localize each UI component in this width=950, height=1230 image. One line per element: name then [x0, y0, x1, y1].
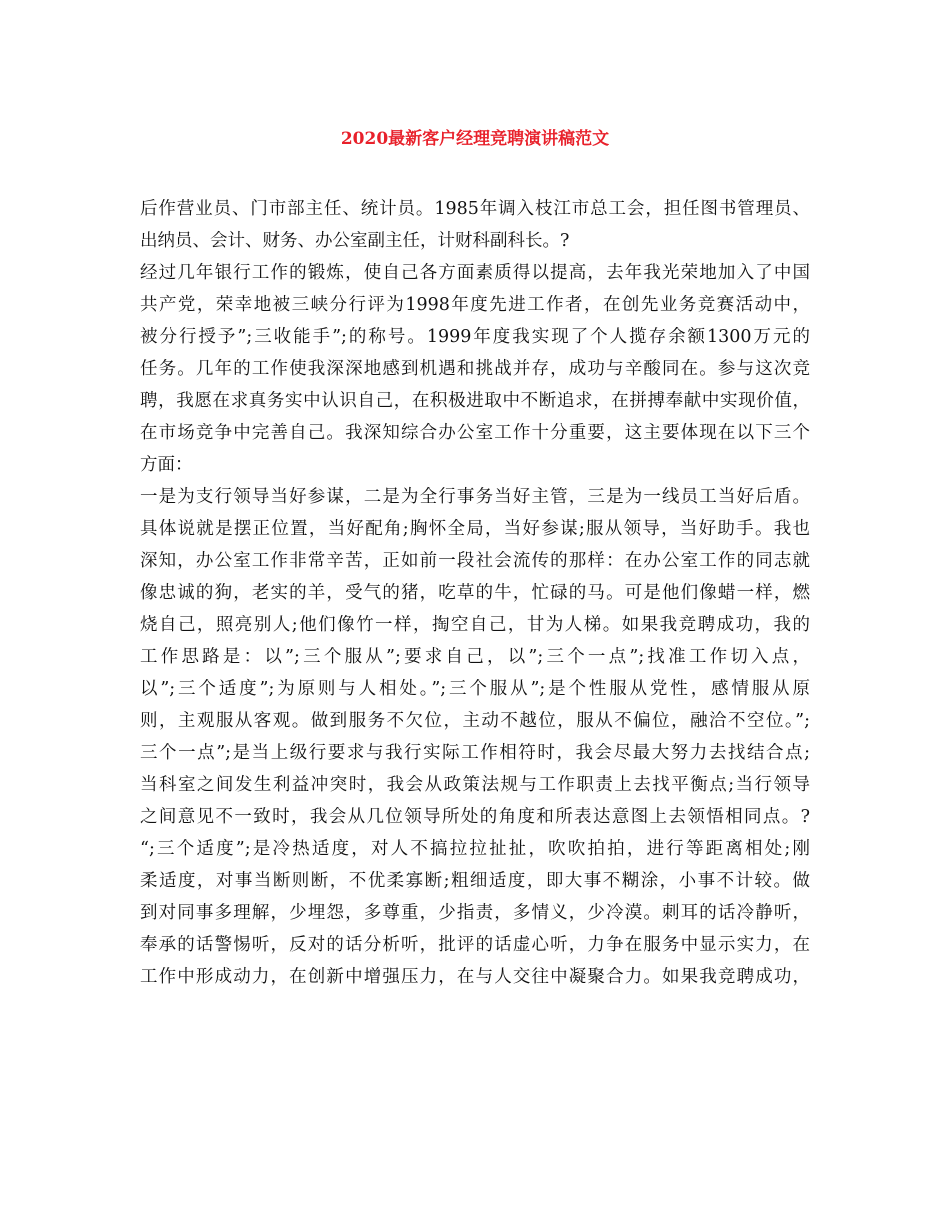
- body-line: 深知，办公室工作非常辛苦，正如前一段社会流传的那样：在办公室工作的同志就: [140, 551, 810, 571]
- body-line: 聘，我愿在求真务实中认识自己，在积极进取中不断追求，在拼搏奉献中实现价值，: [140, 391, 810, 411]
- body-line: 后作营业员、门市部主任、统计员。1985年调入枝江市总工会，担任图书管理员、: [140, 199, 810, 219]
- body-line: 到对同事多理解，少埋怨，多尊重，少指责，多情义，少冷漠。刺耳的话冷静听，: [140, 903, 810, 923]
- body-line: 以”;三个适度”;为原则与人相处。”;三个服从”;是个性服从党性，感情服从原: [140, 679, 810, 699]
- document-title: 2020最新客户经理竞聘演讲稿范文: [340, 129, 610, 149]
- body-line: 柔适度，对事当断则断，不优柔寡断;粗细适度，即大事不糊涂，小事不计较。做: [140, 871, 810, 891]
- body-line: 烧自己，照亮别人;他们像竹一样，掏空自己，甘为人梯。如果我竞聘成功，我的: [140, 615, 810, 635]
- body-line: 像忠诚的狗，老实的羊，受气的猪，吃草的牛，忙碌的马。可是他们像蜡一样，燃: [140, 583, 810, 603]
- body-line: 奉承的话警惕听，反对的话分析听，批评的话虚心听，力争在服务中显示实力，在: [140, 935, 810, 955]
- body-line: 在市场竞争中完善自己。我深知综合办公室工作十分重要，这主要体现在以下三个: [140, 423, 810, 443]
- body-line: 方面：: [140, 455, 193, 475]
- body-line: 工作思路是：以”;三个服从”;要求自己，以”;三个一点”;找准工作切入点，: [140, 647, 810, 667]
- body-line: 共产党，荣幸地被三峡分行评为1998年度先进工作者，在创先业务竞赛活动中，: [140, 295, 810, 315]
- body-line: 出纳员、会计、财务、办公室副主任，计财科副科长。?: [140, 231, 570, 251]
- document-body: [140, 193, 810, 993]
- body-line: 则，主观服从客观。做到服务不欠位，主动不越位，服从不偏位，融洽不空位。”;: [140, 711, 810, 731]
- body-line: 具体说就是摆正位置，当好配角;胸怀全局，当好参谋;服从领导，当好助手。我也: [140, 519, 810, 539]
- body-line: 任务。几年的工作使我深深地感到机遇和挑战并存，成功与辛酸同在。参与这次竞: [140, 359, 810, 379]
- body-line: 工作中形成动力，在创新中增强压力，在与人交往中凝聚合力。如果我竞聘成功，: [140, 967, 810, 987]
- body-line: 当科室之间发生利益冲突时，我会从政策法规与工作职责上去找平衡点;当行领导: [140, 775, 810, 795]
- body-line: 一是为支行领导当好参谋，二是为全行事务当好主管，三是为一线员工当好后盾。: [140, 487, 810, 507]
- body-line: 被分行授予”;三收能手”;的称号。1999年度我实现了个人揽存余额1300万元的: [140, 327, 810, 347]
- body-line: 三个一点”;是当上级行要求与我行实际工作相符时，我会尽最大努力去找结合点;: [140, 743, 810, 763]
- body-line: “;三个适度”;是冷热适度，对人不搞拉拉扯扯，吹吹拍拍，进行等距离相处;刚: [140, 839, 810, 859]
- body-line: 经过几年银行工作的锻炼，使自己各方面素质得以提高，去年我光荣地加入了中国: [140, 263, 810, 283]
- body-line: 之间意见不一致时，我会从几位领导所处的角度和所表达意图上去领悟相同点。?: [140, 807, 810, 827]
